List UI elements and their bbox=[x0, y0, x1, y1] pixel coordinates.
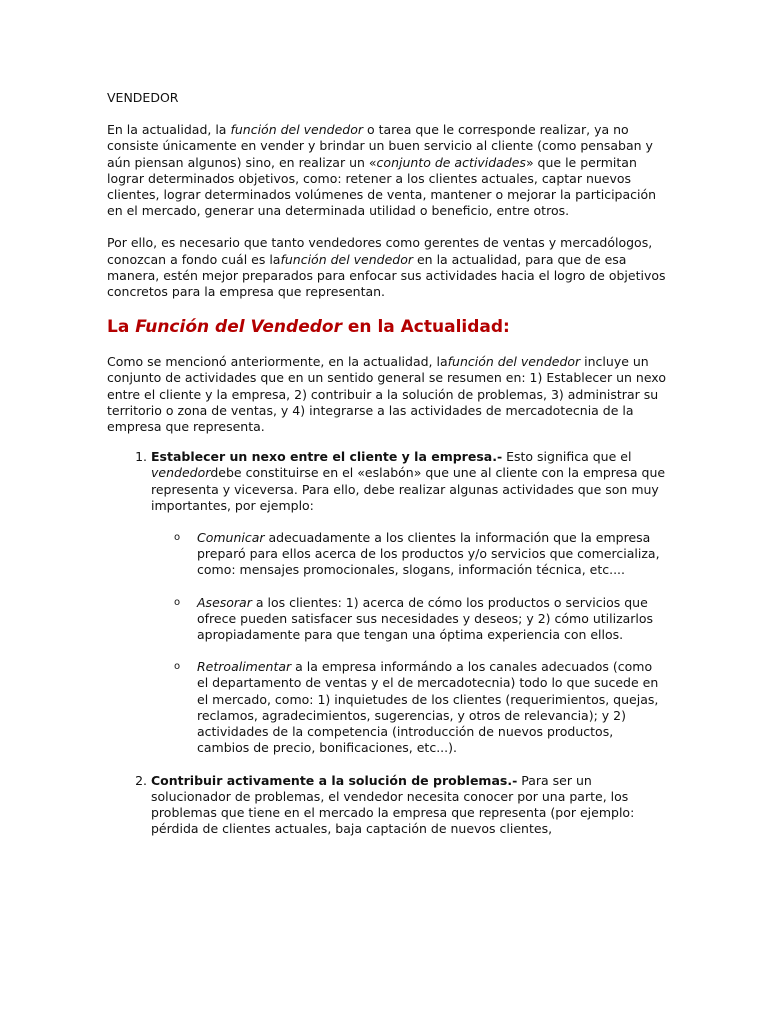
heading-emphasis: Función del Vendedor bbox=[135, 317, 342, 338]
circle-bullet-icon: o bbox=[174, 532, 181, 544]
sublist-text-asesorar: a los clientes: 1) acerca de cómo los productos o servicios que ofrece pueden satisfacer sus necesidades y deseos; y 2) cómo utilizarlos apropiadamente para que tengan una óptima experiencia con ellos. bbox=[197, 594, 654, 643]
item-nexo-text-a: Esto significa que el bbox=[502, 449, 632, 465]
sublist-item-retroalimentar bbox=[174, 659, 667, 756]
activities-list bbox=[107, 449, 667, 837]
intro-text-a: En la actualidad, la bbox=[107, 122, 231, 138]
intro-emphasis-activities: conjunto de actividades bbox=[376, 154, 526, 170]
section-heading bbox=[107, 316, 667, 338]
document-title: VENDEDOR bbox=[107, 90, 179, 105]
item-problemas-title: Contribuir activamente a la solución de problemas.- bbox=[151, 772, 518, 788]
intro-paragraph bbox=[107, 122, 667, 219]
second-text-a: Por ello, es necesario que tanto vendedores como gerentes de ventas y mercadólogos, conozcan a fondo cuál es la bbox=[107, 235, 653, 267]
circle-bullet-icon: o bbox=[174, 661, 181, 673]
heading-text-a: La bbox=[107, 317, 136, 338]
circle-bullet-icon: o bbox=[174, 596, 181, 608]
summary-emphasis-function: función del vendedor bbox=[447, 354, 581, 370]
intro-emphasis-function: función del vendedor bbox=[230, 122, 364, 138]
document-body bbox=[107, 90, 667, 853]
item-nexo-title: Establecer un nexo entre el cliente y la empresa.- bbox=[151, 449, 503, 465]
sublist-text-comunicar: adecuadamente a los clientes la información que la empresa preparó para ellos acerca de los productos y/o servicios que comercializa, como: mensajes promocionales, slogans, información técnica, etc.... bbox=[197, 530, 660, 578]
sublist-term-asesorar: Asesorar bbox=[197, 594, 252, 610]
sublist-item-asesorar bbox=[174, 594, 667, 644]
item-nexo-emphasis: vendedor bbox=[151, 465, 211, 481]
sublist-term-retroalimentar: Retroalimentar bbox=[197, 659, 292, 675]
sublist-term-comunicar: Comunicar bbox=[197, 530, 265, 546]
summary-text-a: Como se mencionó anteriormente, en la actualidad, la bbox=[107, 354, 448, 370]
second-text-c: en la actualidad, para que de esa manera, estén mejor preparados para enfocar sus actividades hacia el logro de objetivos concretos para la empresa que representan. bbox=[107, 251, 666, 300]
list-item-nexo bbox=[151, 449, 667, 756]
heading-text-c: en la Actualidad: bbox=[341, 317, 510, 338]
nexo-sublist bbox=[151, 530, 667, 756]
summary-paragraph bbox=[107, 354, 667, 435]
second-emphasis-function: función del vendedor bbox=[280, 251, 414, 267]
intro-text-c: o tarea que le corresponde realizar, ya no consiste únicamente en vender y brindar un buen servicio al cliente (como pensaban y aún piensan algunos) sino, en realizar un « bbox=[107, 122, 653, 170]
item-nexo-text-c: debe constituirse en el «eslabón» que une al cliente con la empresa que representa y viceversa. Para ello, debe realizar algunas actividades que son muy importantes, por ejemplo: bbox=[151, 465, 666, 513]
sublist-text-retroalimentar: a la empresa informándo a los canales adecuados (como el departamento de ventas y el de mercadotecnia) todo lo que sucede en el mercado, como: 1) inquietudes de los clientes (requerimientos, quejas, reclamos, agradecimientos, sugerencias, y otros de relevancia); y 2) actividades de la competencia (introducción de nuevos productos, cambios de precio, bonificaciones, etc...). bbox=[197, 659, 659, 756]
intro-text-e: » que le permitan lograr determinados objetivos, como: retener a los clientes actuales, captar nuevos clientes, lograr determinados volúmenes de venta, mantener o mejorar la participación en el mercado, generar una determinada utilidad o beneficio, entre otros. bbox=[107, 154, 657, 219]
second-paragraph bbox=[107, 235, 667, 300]
sublist-item-comunicar bbox=[174, 530, 667, 579]
list-item-problemas bbox=[151, 773, 667, 838]
summary-text-c: incluye un conjunto de actividades que en un sentido general se resumen en: 1) Establecer un nexo entre el cliente y la empresa, 2) contribuir a la solución de problemas, 3) administrar su territorio o zona de ventas, y 4) integrarse a las actividades de mercadotecnia de la empresa que representa. bbox=[107, 354, 666, 435]
item-problemas-text: Para ser un solucionador de problemas, el vendedor necesita conocer por una parte, los problemas que tiene en el mercado la empresa que representa (por ejemplo: pérdida de clientes actuales, baja captación de nuevos clientes, bbox=[151, 772, 635, 837]
